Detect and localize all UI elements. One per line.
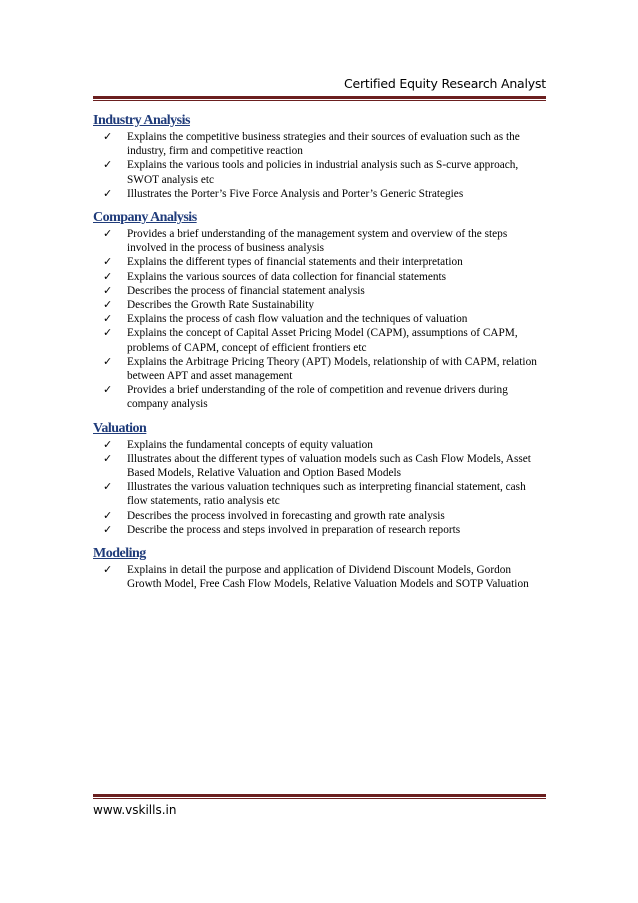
section-industry-analysis <box>93 112 548 201</box>
bullet-list <box>93 438 548 537</box>
list-item <box>93 130 548 158</box>
list-item <box>93 255 548 269</box>
list-item <box>93 563 548 591</box>
section-title: Valuation <box>93 420 147 436</box>
checkmark-icon: ✓ <box>103 451 113 465</box>
list-item <box>93 187 548 201</box>
page-header-title: Certified Equity Research Analyst <box>343 76 546 91</box>
list-item-text: Explains the concept of Capital Asset Pricing Model (CAPM), assumptions of CAPM, problems of CAPM, concept of efficient frontiers etc <box>127 327 518 354</box>
list-item-text: Explains the Arbitrage Pricing Theory (APT) Models, relationship of with CAPM, relation between APT and asset management <box>127 355 537 383</box>
list-item <box>93 509 548 523</box>
section-modeling <box>93 545 548 591</box>
document-body <box>93 112 548 599</box>
list-item <box>93 480 548 508</box>
checkmark-icon: ✓ <box>103 522 113 536</box>
list-item <box>93 355 548 383</box>
checkmark-icon: ✓ <box>103 563 113 577</box>
list-item <box>93 326 548 354</box>
header-divider <box>93 96 546 99</box>
list-item-text: Explains the process of cash flow valuation and the techniques of valuation <box>127 313 468 326</box>
list-item-text: Explains the various sources of data collection for financial statements <box>127 270 447 283</box>
list-item-text: Describes the process of financial statement analysis <box>127 284 365 297</box>
checkmark-icon: ✓ <box>103 437 113 451</box>
section-title: Company Analysis <box>93 210 197 226</box>
list-item <box>93 270 548 284</box>
footer-divider <box>93 794 546 797</box>
section-title: Industry Analysis <box>93 113 190 128</box>
checkmark-icon: ✓ <box>103 269 113 283</box>
section-valuation <box>93 420 548 537</box>
list-item-text: Explains the competitive business strategies and their sources of evaluation such as the industry, firm and competitive reaction <box>127 131 520 158</box>
section-company-analysis <box>93 209 548 412</box>
bullet-list <box>93 563 548 591</box>
list-item-text: Illustrates about the different types of valuation models such as Cash Flow Models, Asset Based Models, Relative Valuation and Option Based Models <box>127 452 531 480</box>
checkmark-icon: ✓ <box>103 130 113 143</box>
footer-divider-thin <box>93 798 546 799</box>
list-item-text: Provides a brief understanding of the management system and overview of the steps involved in the process of business analysis <box>127 228 508 255</box>
checkmark-icon: ✓ <box>103 354 113 368</box>
list-item <box>93 523 548 537</box>
footer-url: www.vskills.in <box>93 803 177 817</box>
bullet-list <box>93 130 548 201</box>
section-title: Modeling <box>93 546 146 562</box>
list-item-text: Explains in detail the purpose and application of Dividend Discount Models, Gordon Growth Model, Free Cash Flow Models, Relative Valuation Models and SOTP Valuation <box>127 564 529 591</box>
checkmark-icon: ✓ <box>103 158 113 172</box>
list-item <box>93 438 548 452</box>
list-item-text: Provides a brief understanding of the role of competition and revenue drivers during company analysis <box>127 384 508 411</box>
list-item <box>93 383 548 411</box>
checkmark-icon: ✓ <box>103 508 113 522</box>
list-item-text: Describes the Growth Rate Sustainability <box>127 299 314 312</box>
header-divider-thin <box>93 100 546 101</box>
list-item <box>93 227 548 255</box>
list-item-text: Illustrates the various valuation techniques such as interpreting financial statement, cash flow statements, ratio analysis etc <box>127 481 526 508</box>
checkmark-icon: ✓ <box>103 283 113 297</box>
list-item-text: Describes the process involved in forecasting and growth rate analysis <box>127 509 445 522</box>
list-item-text: Explains the different types of financial statements and their interpretation <box>127 256 463 269</box>
checkmark-icon: ✓ <box>103 255 113 269</box>
checkmark-icon: ✓ <box>103 326 113 340</box>
list-item-text: Explains the fundamental concepts of equity valuation <box>127 438 373 451</box>
list-item-text: Describe the process and steps involved in preparation of research reports <box>127 523 461 536</box>
checkmark-icon: ✓ <box>103 383 113 397</box>
list-item <box>93 158 548 186</box>
list-item <box>93 298 548 312</box>
checkmark-icon: ✓ <box>103 298 113 312</box>
list-item-text: Explains the various tools and policies in industrial analysis such as S-curve approach, SWOT analysis etc <box>127 159 519 186</box>
bullet-list <box>93 227 548 412</box>
list-item-text: Illustrates the Porter’s Five Force Analysis and Porter’s Generic Strategies <box>127 187 464 200</box>
list-item <box>93 452 548 480</box>
checkmark-icon: ✓ <box>103 186 113 200</box>
list-item <box>93 312 548 326</box>
checkmark-icon: ✓ <box>103 227 113 241</box>
checkmark-icon: ✓ <box>103 312 113 326</box>
list-item <box>93 284 548 298</box>
checkmark-icon: ✓ <box>103 480 113 494</box>
